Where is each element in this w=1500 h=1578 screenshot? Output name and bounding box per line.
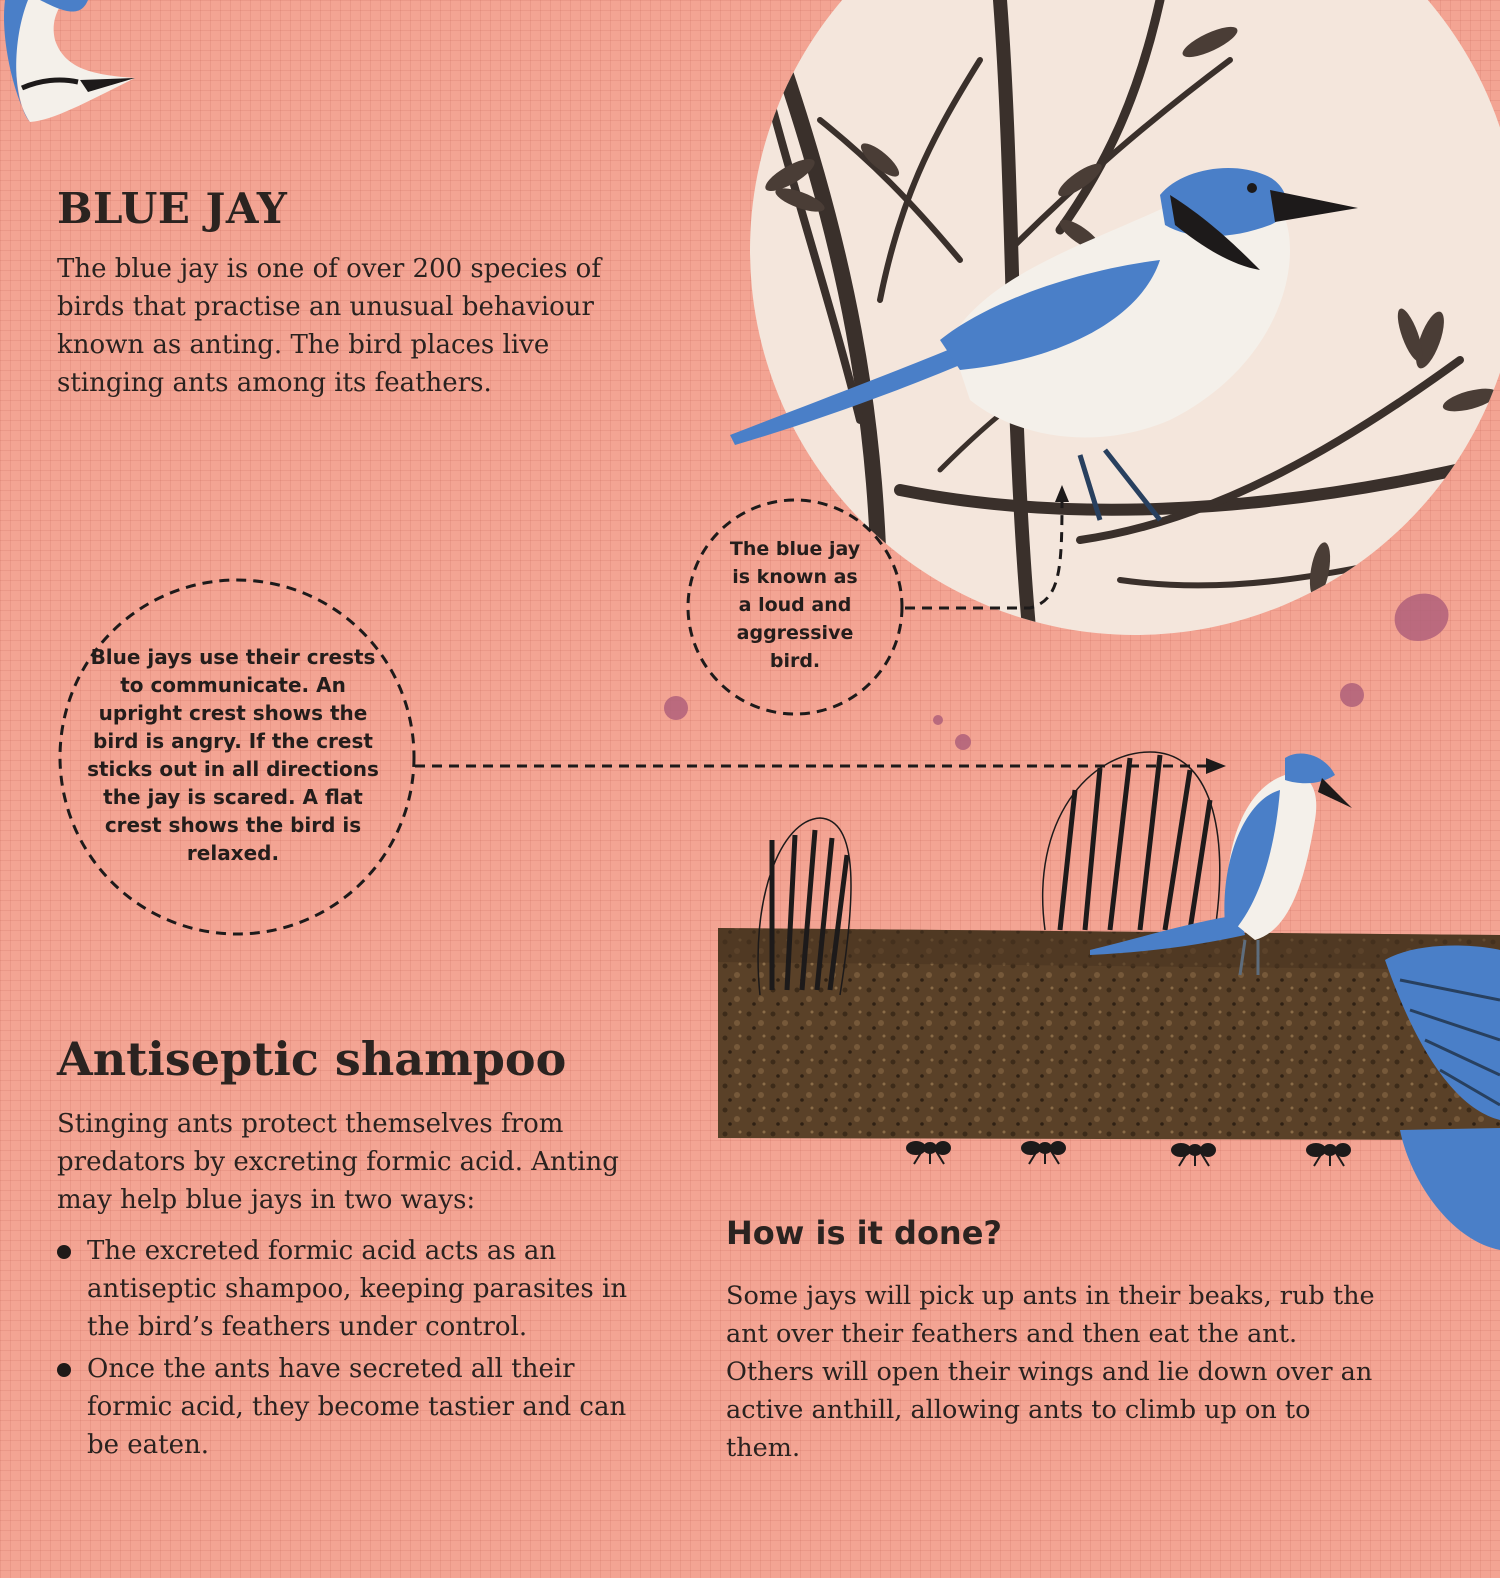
bullet-text: Once the ants have secreted all their formic acid, they become tastier and can be eaten. [87, 1354, 627, 1460]
loud-callout [695, 505, 895, 705]
how-paragraph: Some jays will pick up ants in their beaks, rub the ant over their feathers and then eat the ant. Others will open their wings and lie down over an active anthill, allowing ants to climb up on to them. [726, 1281, 1375, 1463]
bullet-item [57, 1232, 657, 1346]
antiseptic-paragraph: Stinging ants protect themselves from predators by excreting formic acid. Anting may help blue jays in two ways: [57, 1109, 619, 1215]
bullet-item [57, 1350, 657, 1464]
loud-callout-text: The blue jay is known as a loud and aggressive bird. [729, 538, 861, 672]
antiseptic-bullet-list [57, 1232, 657, 1468]
intro-paragraph: The blue jay is one of over 200 species of birds that practise an unusual behaviour known as anting. The bird places live stinging ants among its feathers. [57, 254, 601, 398]
page-title: BLUE JAY [57, 184, 288, 233]
section-heading-antiseptic: Antiseptic shampoo [57, 1032, 567, 1086]
crest-callout [78, 600, 388, 910]
bullet-text: The excreted formic acid acts as an antiseptic shampoo, keeping parasites in the bird’s feathers under control. [87, 1236, 628, 1342]
ants [907, 1142, 1350, 1166]
partial-blue-jay-top-left [4, 0, 135, 122]
crest-callout-text: Blue jays use their crests to communicate. An upright crest shows the bird is angry. If the crest sticks out in all directions the jay is scared. A flat crest shows the bird is relaxed. [87, 645, 379, 865]
bullet-icon [57, 1363, 71, 1377]
section-heading-how: How is it done? [726, 1214, 1002, 1252]
bullet-icon [57, 1245, 71, 1259]
